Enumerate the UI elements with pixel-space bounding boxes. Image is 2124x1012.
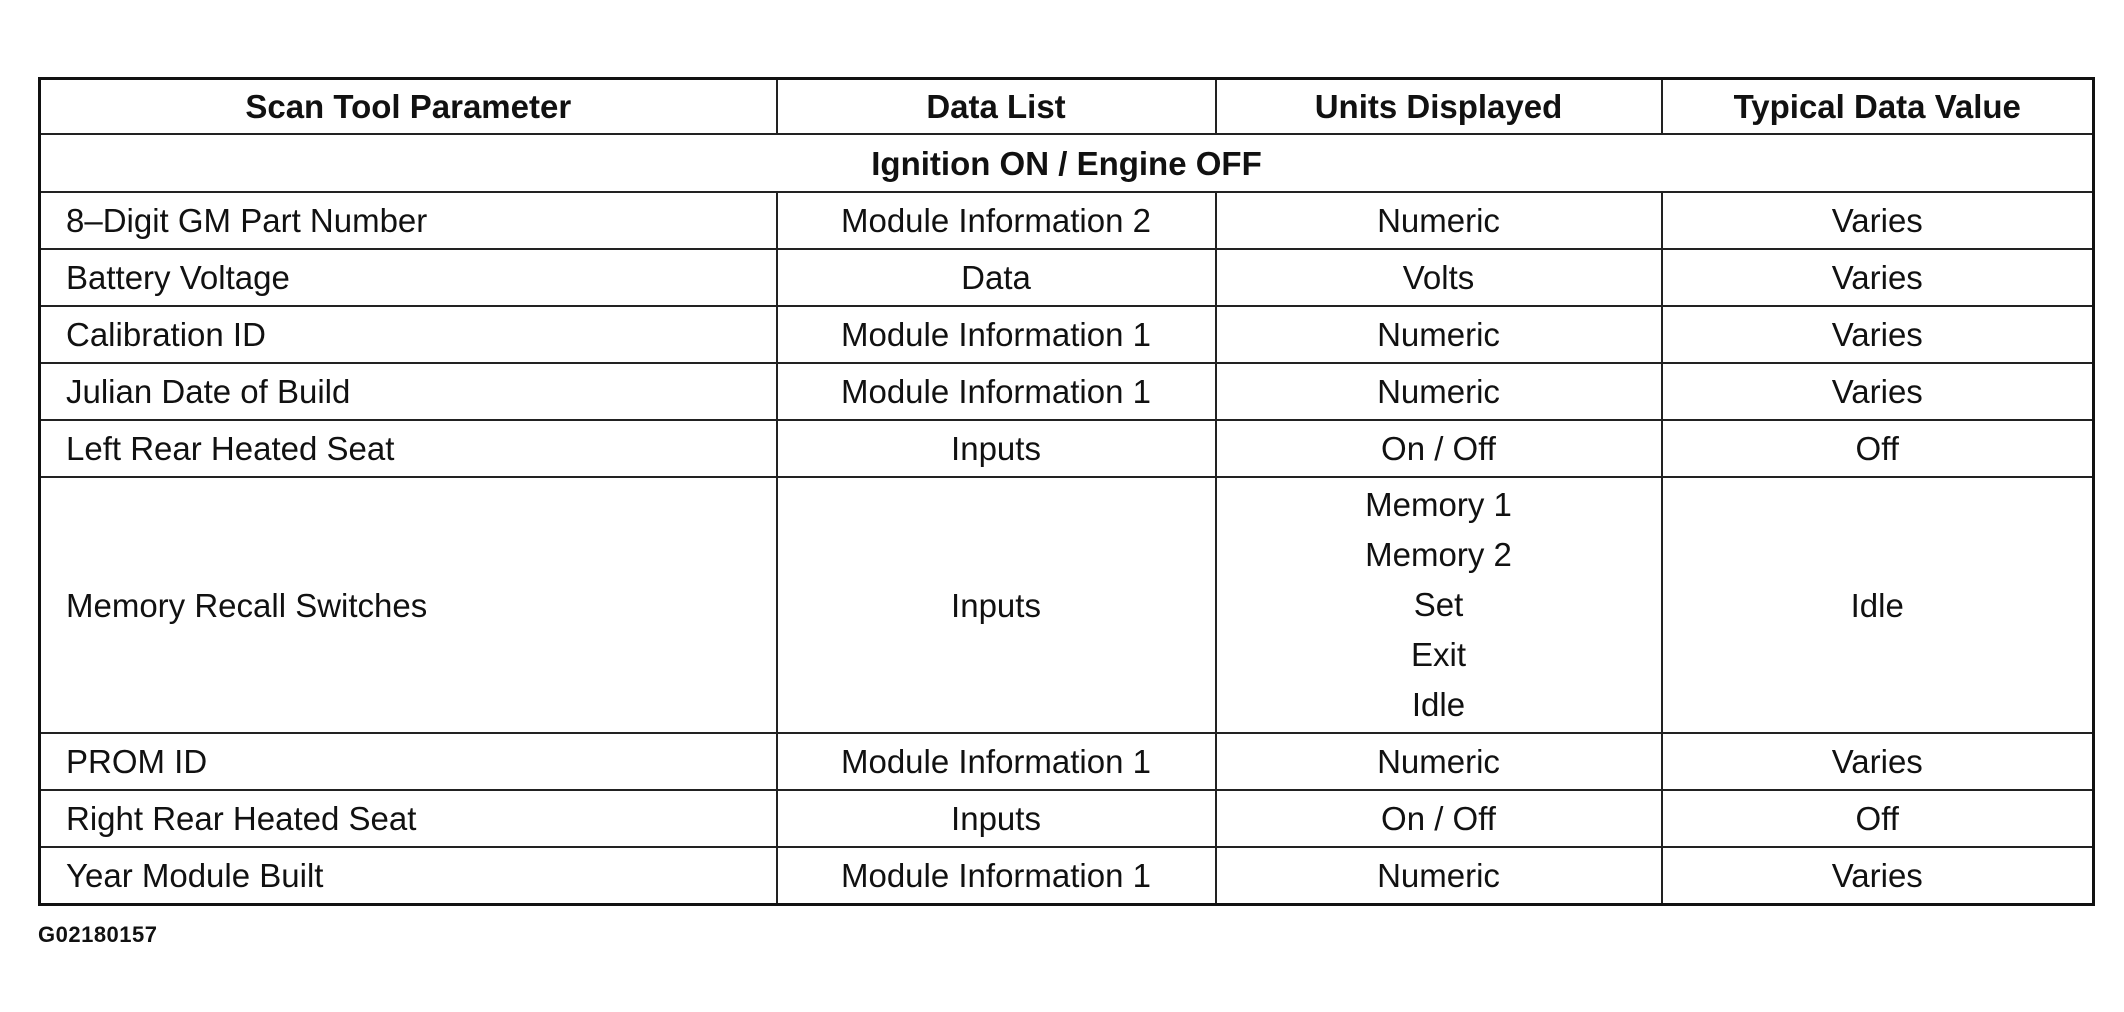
cell-units: [1216, 477, 1662, 733]
unit-option: Idle: [1411, 686, 1466, 723]
table-row: [40, 420, 2094, 477]
table-row: [40, 477, 2094, 733]
cell-data-list: Inputs: [777, 790, 1216, 847]
cell-units: Numeric: [1216, 306, 1662, 363]
table-row: [40, 790, 2094, 847]
cell-parameter: Calibration ID: [40, 306, 777, 363]
section-title: Ignition ON / Engine OFF: [40, 134, 2094, 192]
figure-code: G02180157: [38, 922, 158, 947]
cell-parameter: Battery Voltage: [40, 249, 777, 306]
cell-typical-value: Varies: [1662, 306, 2094, 363]
header-units-displayed: Units Displayed: [1216, 79, 1662, 135]
cell-typical-value: Off: [1662, 790, 2094, 847]
unit-option: Memory 2: [1365, 536, 1512, 573]
cell-typical-value: Varies: [1662, 192, 2094, 249]
cell-parameter: PROM ID: [40, 733, 777, 790]
cell-typical-value: Off: [1662, 420, 2094, 477]
cell-parameter: 8–Digit GM Part Number: [40, 192, 777, 249]
cell-data-list: Module Information 1: [777, 363, 1216, 420]
cell-units: On / Off: [1216, 790, 1662, 847]
scan-tool-data-sheet: [38, 77, 2092, 906]
cell-data-list: Module Information 1: [777, 306, 1216, 363]
table-row: [40, 733, 2094, 790]
table-row: [40, 847, 2094, 905]
header-scan-tool-parameter: Scan Tool Parameter: [40, 79, 777, 135]
cell-units: Numeric: [1216, 733, 1662, 790]
scan-tool-data-table: [38, 77, 2095, 906]
cell-typical-value: Varies: [1662, 847, 2094, 905]
header-data-list: Data List: [777, 79, 1216, 135]
table-row: [40, 306, 2094, 363]
cell-typical-value: Varies: [1662, 733, 2094, 790]
cell-data-list: Data: [777, 249, 1216, 306]
unit-option: Exit: [1410, 636, 1466, 673]
section-row: [40, 134, 2094, 192]
unit-option: Memory 1: [1365, 486, 1512, 523]
cell-data-list: Module Information 2: [777, 192, 1216, 249]
cell-units: Numeric: [1216, 363, 1662, 420]
cell-data-list: Inputs: [777, 420, 1216, 477]
cell-parameter: Year Module Built: [40, 847, 777, 905]
cell-parameter: Left Rear Heated Seat: [40, 420, 777, 477]
cell-units: Numeric: [1216, 847, 1662, 905]
cell-data-list: Inputs: [777, 477, 1216, 733]
cell-data-list: Module Information 1: [777, 733, 1216, 790]
header-typical-data-value: Typical Data Value: [1662, 79, 2094, 135]
cell-parameter: Julian Date of Build: [40, 363, 777, 420]
table-row: [40, 249, 2094, 306]
cell-parameter: Right Rear Heated Seat: [40, 790, 777, 847]
cell-typical-value: Varies: [1662, 363, 2094, 420]
cell-typical-value: Varies: [1662, 249, 2094, 306]
cell-units: Volts: [1216, 249, 1662, 306]
table-row: [40, 192, 2094, 249]
cell-typical-value: Idle: [1662, 477, 2094, 733]
cell-units: On / Off: [1216, 420, 1662, 477]
cell-units: Numeric: [1216, 192, 1662, 249]
unit-option: Set: [1413, 586, 1464, 623]
table-row: [40, 363, 2094, 420]
cell-data-list: Module Information 1: [777, 847, 1216, 905]
cell-parameter: Memory Recall Switches: [40, 477, 777, 733]
header-row: [40, 79, 2094, 135]
